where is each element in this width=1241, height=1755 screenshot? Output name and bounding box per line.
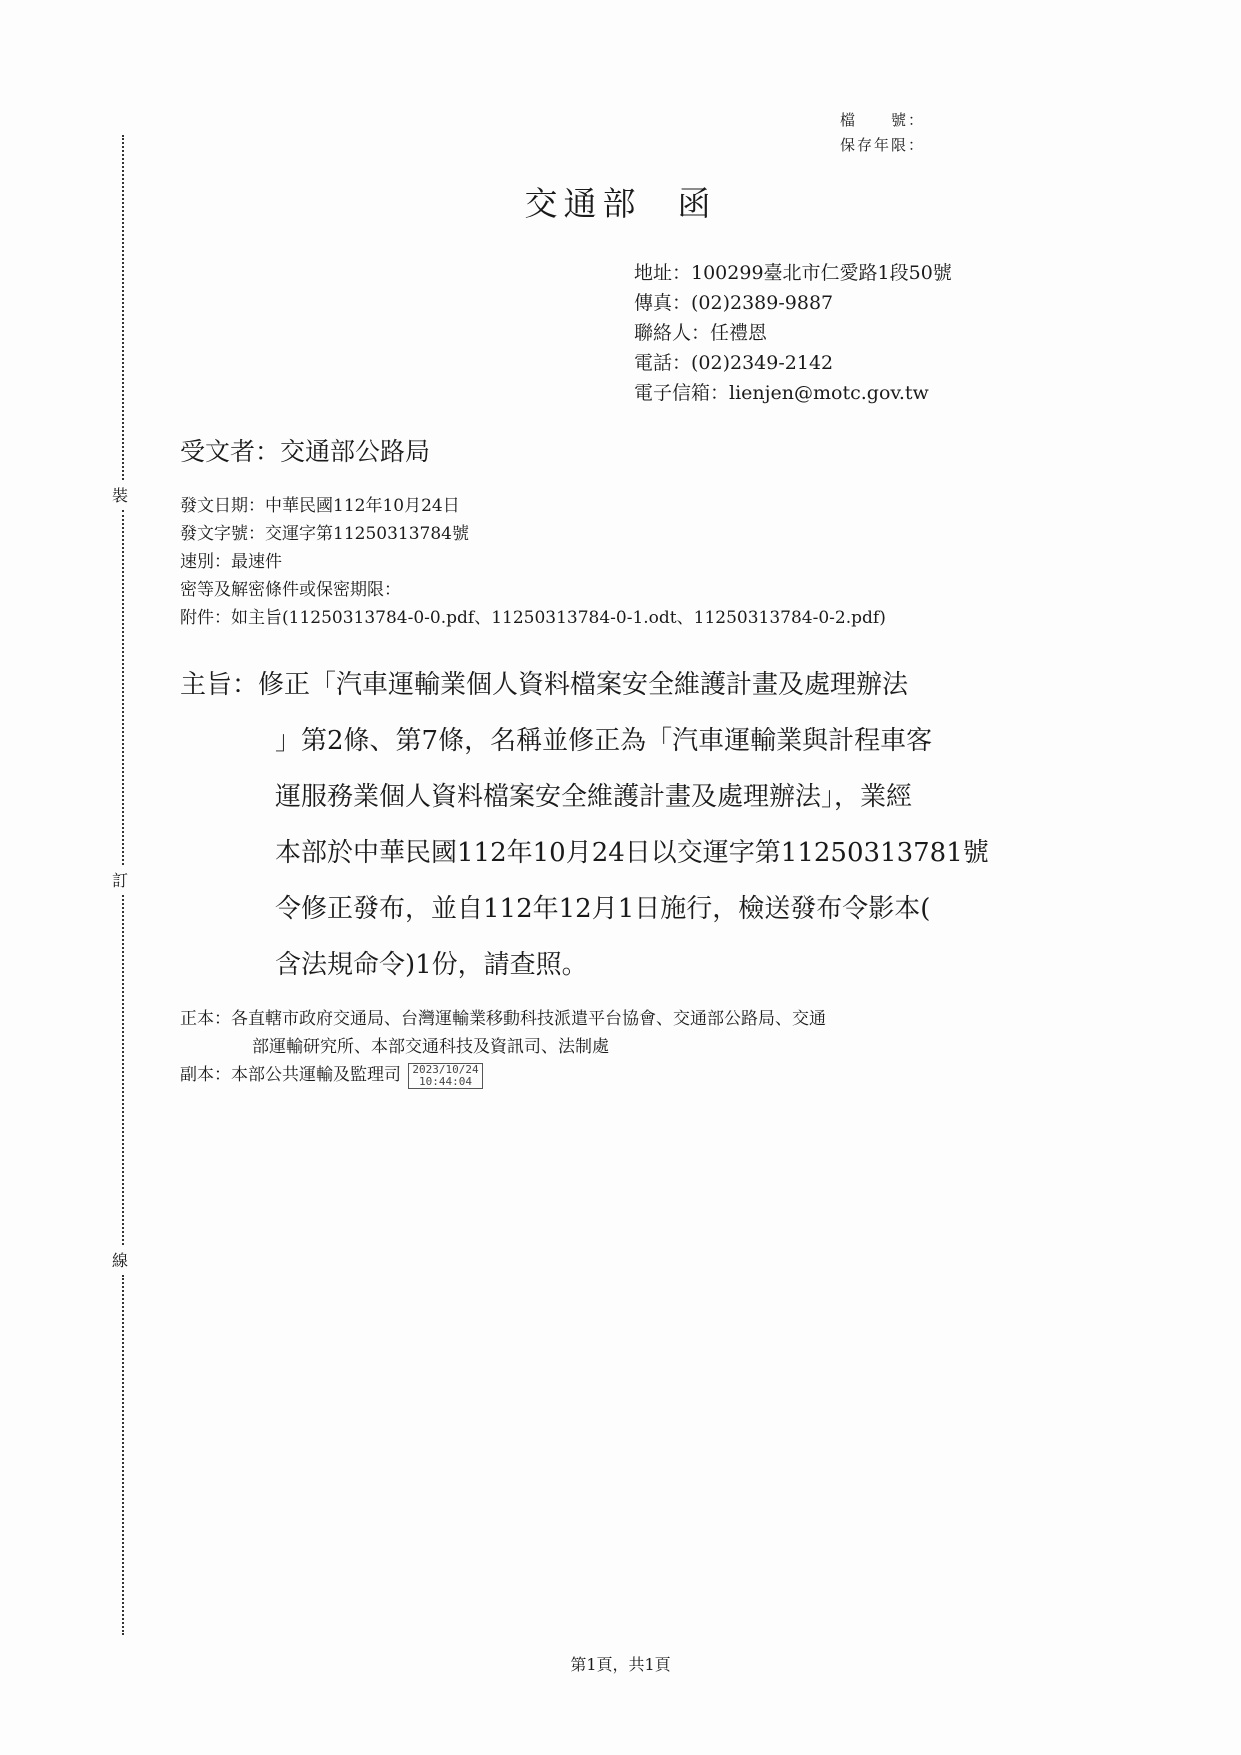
original-recipients-cont: 部運輸研究所、本部交通科技及資訊司、法制處 — [252, 1037, 609, 1057]
document-number: 發文字號：交運字第11250313784號 — [180, 524, 469, 544]
electronic-stamp — [408, 1063, 482, 1089]
copy-recipients — [180, 1061, 826, 1089]
page-number: 第1頁，共1頁 — [570, 1655, 671, 1674]
subject-block — [180, 657, 989, 993]
binding-dotted-line — [122, 510, 124, 865]
stamp-time: 10:44:04 — [419, 1074, 473, 1088]
issue-date: 發文日期：中華民國112年10月24日 — [180, 496, 460, 516]
original-recipients: 正本：各直轄市政府交通局、台灣運輸業移動科技派遣平台協會、交通部公路局、交通 — [180, 1009, 826, 1029]
retention-label: 保存年限： — [840, 136, 926, 154]
stamp-date: 2023/10/24 — [412, 1062, 479, 1076]
document-type: 函 — [677, 184, 717, 223]
agency-name: 交通部 — [524, 184, 642, 223]
distribution-block — [180, 1005, 826, 1089]
margin-mark-staple: 訂 — [112, 871, 129, 890]
copy-recipients-text: 副本：本部公共運輸及監理司 — [180, 1065, 401, 1085]
subject-line: 含法規命令)1份，請查照。 — [275, 950, 588, 980]
file-meta — [840, 108, 925, 158]
attachments: 附件：如主旨(11250313784-0-0.pdf、11250313784-0-1.odt、11250313784-0-2.pdf) — [180, 608, 886, 628]
margin-mark-bind: 裝 — [112, 486, 129, 505]
file-number-label: 檔 號： — [840, 111, 926, 129]
binding-dotted-line — [122, 1275, 124, 1635]
contact-block — [634, 258, 952, 408]
margin-mark-line: 線 — [112, 1251, 129, 1270]
email-line: 電子信箱：lienjen@motc.gov.tw — [634, 382, 929, 404]
recipient: 受文者：交通部公路局 — [180, 437, 431, 466]
document-meta — [180, 492, 886, 632]
address-line: 地址：100299臺北市仁愛路1段50號 — [634, 262, 952, 284]
speed-level: 速別：最速件 — [180, 552, 282, 572]
subject-line: 主旨：修正「汽車運輸業個人資料檔案安全維護計畫及處理辦法 — [180, 670, 909, 700]
fax-line: 傳真：(02)2389-9887 — [634, 292, 834, 314]
subject-line: 」第2條、第7條，名稱並修正為「汽車運輸業與計程車客 — [275, 726, 933, 756]
contact-person-line: 聯絡人：任禮恩 — [634, 322, 768, 344]
classification: 密等及解密條件或保密期限： — [180, 580, 401, 600]
subject-line: 運服務業個人資料檔案安全維護計畫及處理辦法」，業經 — [275, 782, 913, 812]
binding-dotted-line — [122, 895, 124, 1245]
subject-line: 令修正發布，並自112年12月1日施行，檢送發布令影本( — [275, 894, 931, 924]
phone-line: 電話：(02)2349-2142 — [634, 352, 834, 374]
subject-line: 本部於中華民國112年10月24日以交運字第11250313781號 — [275, 838, 989, 868]
page-title — [0, 178, 1241, 225]
